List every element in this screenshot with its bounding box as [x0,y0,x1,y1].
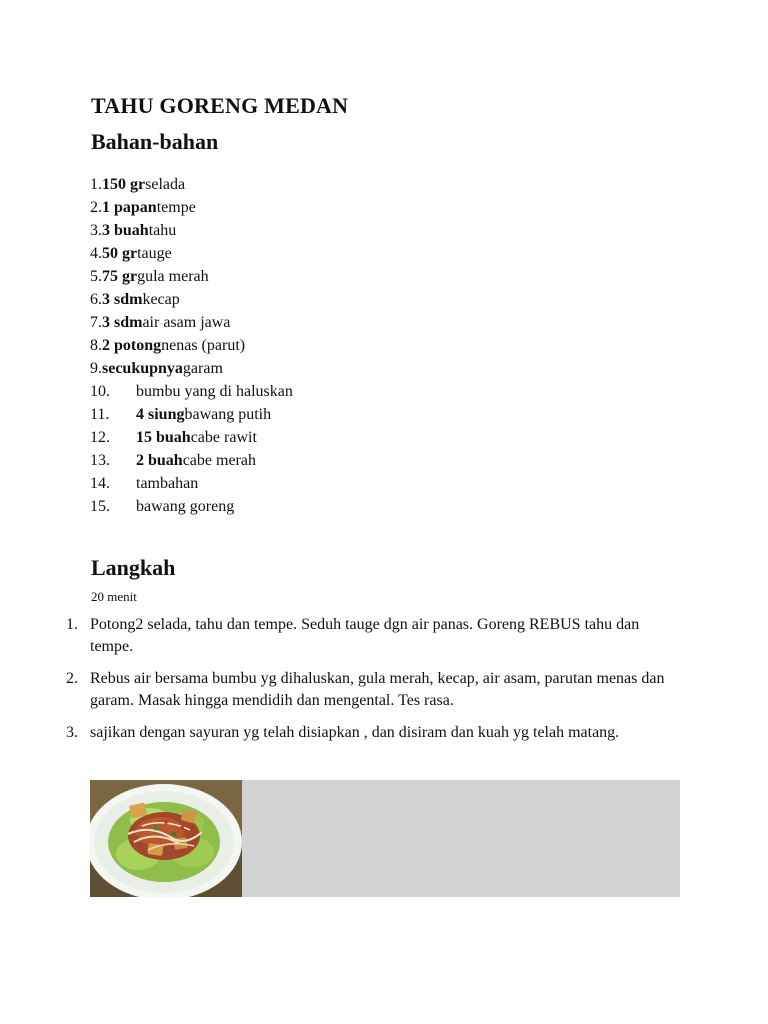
ingredient-item [90,265,293,288]
step-text: sajikan dengan sayuran yg telah disiapkan , dan disiram dan kuah yg telah matang. [90,724,620,741]
ingredient-number: 6. [90,291,102,308]
ingredient-item [90,334,293,357]
recipe-title: TAHU GORENG MEDAN [91,93,349,118]
ingredient-quantity: 3 sdm [102,314,143,331]
ingredient-quantity: 50 gr [102,245,138,262]
ingredient-name: selada [145,176,186,193]
step-item [66,722,666,744]
ingredients-list [90,173,293,518]
ingredient-quantity: 3 buah [102,222,149,239]
ingredient-name: nenas (parut) [161,337,246,354]
ingredient-number: 10. [90,383,110,400]
ingredient-item [90,357,293,380]
ingredient-number: 11. [90,406,110,423]
ingredient-item [90,380,293,403]
ingredient-name: garam [182,360,223,377]
ingredient-name: cabe merah [182,452,256,469]
ingredient-name: gula merah [137,268,209,285]
ingredient-quantity: 75 gr [102,268,138,285]
step-item [66,668,666,712]
ingredient-number: 8. [90,337,102,354]
ingredient-quantity: 150 gr [102,176,146,193]
ingredient-number: 12. [90,429,110,446]
ingredient-name: kecap [142,291,180,308]
ingredient-item [90,426,293,449]
ingredient-number: 13. [90,452,110,469]
ingredient-number: 5. [90,268,102,285]
steps-heading: Langkah [91,555,176,580]
ingredient-number: 14. [90,475,110,492]
ingredient-item [90,219,293,242]
ingredient-quantity: 4 siung [136,406,185,423]
ingredient-name: bawang goreng [136,498,235,515]
ingredient-item [90,495,293,518]
ingredient-name: tauge [137,245,172,262]
ingredient-quantity: 2 potong [102,337,162,354]
steps-list [66,614,666,754]
ingredient-name: bumbu yang di haluskan [136,383,293,400]
ingredient-name: air asam jawa [142,314,231,331]
ingredient-number: 7. [90,314,102,331]
ingredient-quantity: secukupnya [102,360,183,377]
ingredient-item [90,242,293,265]
ingredient-name: bawang putih [184,406,272,423]
ingredient-quantity: 3 sdm [102,291,143,308]
ingredient-quantity: 2 buah [136,452,183,469]
step-text: Rebus air bersama bumbu yg dihaluskan, gula merah, kecap, air asam, parutan menas dan garam. Masak hingga mendidih dan mengental. Tes rasa. [90,670,665,709]
ingredient-item [90,173,293,196]
step-text: Potong2 selada, tahu dan tempe. Seduh tauge dgn air panas. Goreng REBUS tahu dan tempe. [90,616,640,655]
ingredient-quantity: 1 papan [102,199,157,216]
ingredients-heading: Bahan-bahan [91,129,219,154]
ingredient-name: cabe rawit [190,429,257,446]
step-number: 1. [66,616,78,633]
ingredient-name: tahu [148,222,177,239]
ingredient-name: tambahan [136,475,199,492]
ingredient-number: 4. [90,245,102,262]
ingredient-item [90,403,293,426]
ingredient-name: tempe [156,199,196,216]
step-number: 3. [66,724,78,741]
photo-strip [90,780,680,897]
ingredient-number: 3. [90,222,102,239]
ingredient-number: 15. [90,498,110,515]
ingredient-number: 1. [90,176,102,193]
step-item [66,614,666,658]
ingredient-item [90,311,293,334]
ingredient-number: 2. [90,199,102,216]
ingredient-number: 9. [90,360,102,377]
ingredient-quantity: 15 buah [136,429,191,446]
dish-illustration [90,780,242,897]
ingredient-item [90,472,293,495]
step-number: 2. [66,670,78,687]
ingredient-item [90,449,293,472]
ingredient-item [90,196,293,219]
ingredient-item [90,288,293,311]
dish-photo [90,780,242,897]
cooking-duration: 20 menit [91,589,137,604]
